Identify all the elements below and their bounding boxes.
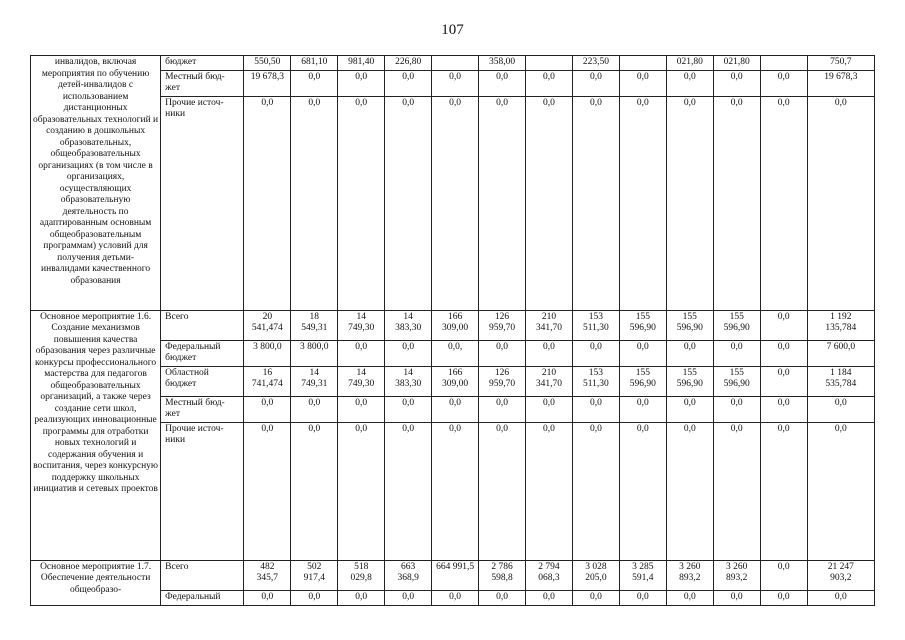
amount-cell: 0,0	[244, 590, 291, 605]
funding-source-label: Областной бюджет	[161, 366, 244, 396]
amount-cell: 153 511,30	[572, 366, 619, 396]
amount-cell: 0,0	[526, 96, 573, 310]
table-row	[31, 56, 875, 71]
amount-cell: 0,0	[713, 96, 760, 310]
amount-cell: 166 309,00	[432, 310, 479, 340]
amount-cell: 681,10	[291, 56, 338, 71]
budget-table	[30, 55, 875, 606]
amount-cell: 155 596,90	[619, 310, 666, 340]
table-row	[31, 310, 875, 340]
amount-cell: 21 247 903,2	[807, 560, 874, 590]
amount-cell: 0,0	[385, 422, 432, 560]
amount-cell: 16 741,474	[244, 366, 291, 396]
amount-cell: 19 678,3	[807, 70, 874, 96]
amount-cell: 1 192 135,784	[807, 310, 874, 340]
amount-cell: 0,0	[713, 340, 760, 366]
amount-cell: 0,0	[666, 590, 713, 605]
amount-cell: 3 260 893,2	[666, 560, 713, 590]
amount-cell: 0,0	[432, 96, 479, 310]
funding-source-label: Всего	[161, 310, 244, 340]
amount-cell: 518 029,8	[338, 560, 385, 590]
amount-cell: 126 959,70	[479, 310, 526, 340]
amount-cell: 0,0	[760, 340, 807, 366]
amount-cell: 0,0	[479, 396, 526, 422]
amount-cell: 0,0	[807, 422, 874, 560]
amount-cell: 0,0	[666, 96, 713, 310]
measure-description: Основное мероприятие 1.7. Обеспечение деятельности общеобразо-	[31, 560, 161, 605]
amount-cell: 0,0	[479, 70, 526, 96]
amount-cell: 0,0	[385, 96, 432, 310]
amount-cell: 0,0	[807, 396, 874, 422]
amount-cell: 0,0	[666, 422, 713, 560]
amount-cell: 2 794 068,3	[526, 560, 573, 590]
amount-cell	[619, 56, 666, 71]
amount-cell: 0,0	[338, 96, 385, 310]
amount-cell	[760, 56, 807, 71]
amount-cell: 482 345,7	[244, 560, 291, 590]
amount-cell: 0,0	[291, 70, 338, 96]
amount-cell: 0,0	[479, 340, 526, 366]
amount-cell: 155 596,90	[666, 366, 713, 396]
amount-cell: 0,0	[713, 70, 760, 96]
amount-cell: 0,0	[572, 590, 619, 605]
amount-cell: 0,0	[526, 422, 573, 560]
amount-cell: 0,0	[760, 590, 807, 605]
amount-cell: 0,0	[432, 422, 479, 560]
amount-cell: 663 368,9	[385, 560, 432, 590]
amount-cell: 0,0	[385, 70, 432, 96]
amount-cell: 0,0	[760, 310, 807, 340]
amount-cell: 0,0	[572, 396, 619, 422]
amount-cell: 021,80	[666, 56, 713, 71]
amount-cell: 0,0	[291, 422, 338, 560]
amount-cell: 0,0	[338, 396, 385, 422]
amount-cell: 750,7	[807, 56, 874, 71]
amount-cell: 14 749,30	[338, 366, 385, 396]
amount-cell: 0,0	[760, 422, 807, 560]
amount-cell: 0,0	[244, 96, 291, 310]
amount-cell: 0,0	[760, 396, 807, 422]
amount-cell: 0,0	[432, 70, 479, 96]
amount-cell: 0,0	[713, 422, 760, 560]
amount-cell: 981,40	[338, 56, 385, 71]
amount-cell: 126 959,70	[479, 366, 526, 396]
amount-cell: 14 383,30	[385, 310, 432, 340]
amount-cell: 1 184 535,784	[807, 366, 874, 396]
amount-cell: 0,0	[619, 422, 666, 560]
amount-cell: 0,0	[619, 340, 666, 366]
amount-cell: 0,0	[807, 590, 874, 605]
funding-source-label: Местный бюд- жет	[161, 396, 244, 422]
amount-cell: 0,0	[572, 422, 619, 560]
amount-cell: 0,0	[291, 396, 338, 422]
funding-source-label: Прочие источ- ники	[161, 96, 244, 310]
amount-cell: 664 991,5	[432, 560, 479, 590]
amount-cell: 0,0	[479, 422, 526, 560]
amount-cell: 18 549,31	[291, 310, 338, 340]
amount-cell: 0,0	[619, 396, 666, 422]
amount-cell: 210 341,70	[526, 366, 573, 396]
funding-source-label: Федеральный	[161, 590, 244, 605]
page-number: 107	[441, 22, 464, 38]
amount-cell: 0,0	[479, 590, 526, 605]
amount-cell: 0,0,	[432, 340, 479, 366]
funding-source-label: бюджет	[161, 56, 244, 71]
amount-cell: 0,0	[291, 590, 338, 605]
amount-cell: 155 596,90	[713, 310, 760, 340]
amount-cell	[526, 56, 573, 71]
amount-cell: 358,00	[479, 56, 526, 71]
amount-cell: 155 596,90	[666, 310, 713, 340]
amount-cell: 0,0	[291, 96, 338, 310]
amount-cell: 0,0	[619, 590, 666, 605]
amount-cell: 0,0	[713, 396, 760, 422]
amount-cell: 0,0	[385, 590, 432, 605]
amount-cell: 0,0	[619, 70, 666, 96]
amount-cell: 0,0	[713, 590, 760, 605]
amount-cell: 19 678,3	[244, 70, 291, 96]
table-body	[31, 56, 875, 606]
amount-cell: 14 383,30	[385, 366, 432, 396]
amount-cell: 0,0	[666, 340, 713, 366]
amount-cell: 14 749,31	[291, 366, 338, 396]
amount-cell: 0,0	[666, 70, 713, 96]
amount-cell: 0,0	[760, 96, 807, 310]
amount-cell: 0,0	[432, 590, 479, 605]
amount-cell: 0,0	[572, 70, 619, 96]
amount-cell: 7 600,0	[807, 340, 874, 366]
amount-cell: 20 541,474	[244, 310, 291, 340]
funding-source-label: Федеральный бюджет	[161, 340, 244, 366]
amount-cell: 210 341,70	[526, 310, 573, 340]
amount-cell: 0,0	[572, 96, 619, 310]
funding-source-label: Всего	[161, 560, 244, 590]
amount-cell: 0,0	[572, 340, 619, 366]
amount-cell: 226,80	[385, 56, 432, 71]
table-row	[31, 560, 875, 590]
amount-cell: 223,50	[572, 56, 619, 71]
amount-cell: 3 800,0	[291, 340, 338, 366]
amount-cell: 0,0	[338, 340, 385, 366]
funding-source-label: Прочие источ- ники	[161, 422, 244, 560]
amount-cell: 0,0	[244, 422, 291, 560]
amount-cell: 3 028 205,0	[572, 560, 619, 590]
funding-source-label: Местный бюд- жет	[161, 70, 244, 96]
amount-cell: 0,0	[385, 340, 432, 366]
amount-cell: 0,0	[338, 422, 385, 560]
amount-cell: 0,0	[619, 96, 666, 310]
amount-cell	[432, 56, 479, 71]
amount-cell: 0,0	[526, 590, 573, 605]
amount-cell: 0,0	[760, 366, 807, 396]
measure-description: Основное мероприятие 1.6. Создание механизмов повышения качества образования через различные конкурсы профессионального мастерства для педагогов общеобразовательных организаций, а также через создание сети школ, реализующих инновационные программы для отработки новых технологий и содержания обучения и воспитания, через конкурсную поддержку школьных инициатив и сетевых проектов	[31, 310, 161, 560]
amount-cell: 021,80	[713, 56, 760, 71]
amount-cell: 0,0	[432, 396, 479, 422]
amount-cell: 502 917,4	[291, 560, 338, 590]
amount-cell: 0,0	[385, 396, 432, 422]
amount-cell: 0,0	[760, 560, 807, 590]
amount-cell: 0,0	[666, 396, 713, 422]
amount-cell: 2 786 598,8	[479, 560, 526, 590]
amount-cell: 0,0	[526, 70, 573, 96]
amount-cell: 0,0	[526, 396, 573, 422]
amount-cell: 0,0	[338, 590, 385, 605]
amount-cell: 153 511,30	[572, 310, 619, 340]
amount-cell: 3 800,0	[244, 340, 291, 366]
amount-cell: 14 749,30	[338, 310, 385, 340]
amount-cell: 0,0	[807, 96, 874, 310]
amount-cell: 0,0	[338, 70, 385, 96]
amount-cell: 3 285 591,4	[619, 560, 666, 590]
amount-cell: 3 260 893,2	[713, 560, 760, 590]
measure-description: инвалидов, включая мероприятия по обучению детей-инвалидов с использованием дистанционных образовательных технологий и созданию в дошкольных образовательных, общеобразовательных организациях (в том числе в организациях, осуществляющих образовательную деятельность по адаптированным основным общеобразовательным программам) условий для получения детьми-инвалидами качественного образования	[31, 56, 161, 311]
amount-cell: 0,0	[479, 96, 526, 310]
amount-cell: 550,50	[244, 56, 291, 71]
amount-cell: 155 596,90	[713, 366, 760, 396]
amount-cell: 0,0	[244, 396, 291, 422]
amount-cell: 0,0	[760, 70, 807, 96]
amount-cell: 166 309,00	[432, 366, 479, 396]
amount-cell: 0,0	[526, 340, 573, 366]
amount-cell: 155 596,90	[619, 366, 666, 396]
